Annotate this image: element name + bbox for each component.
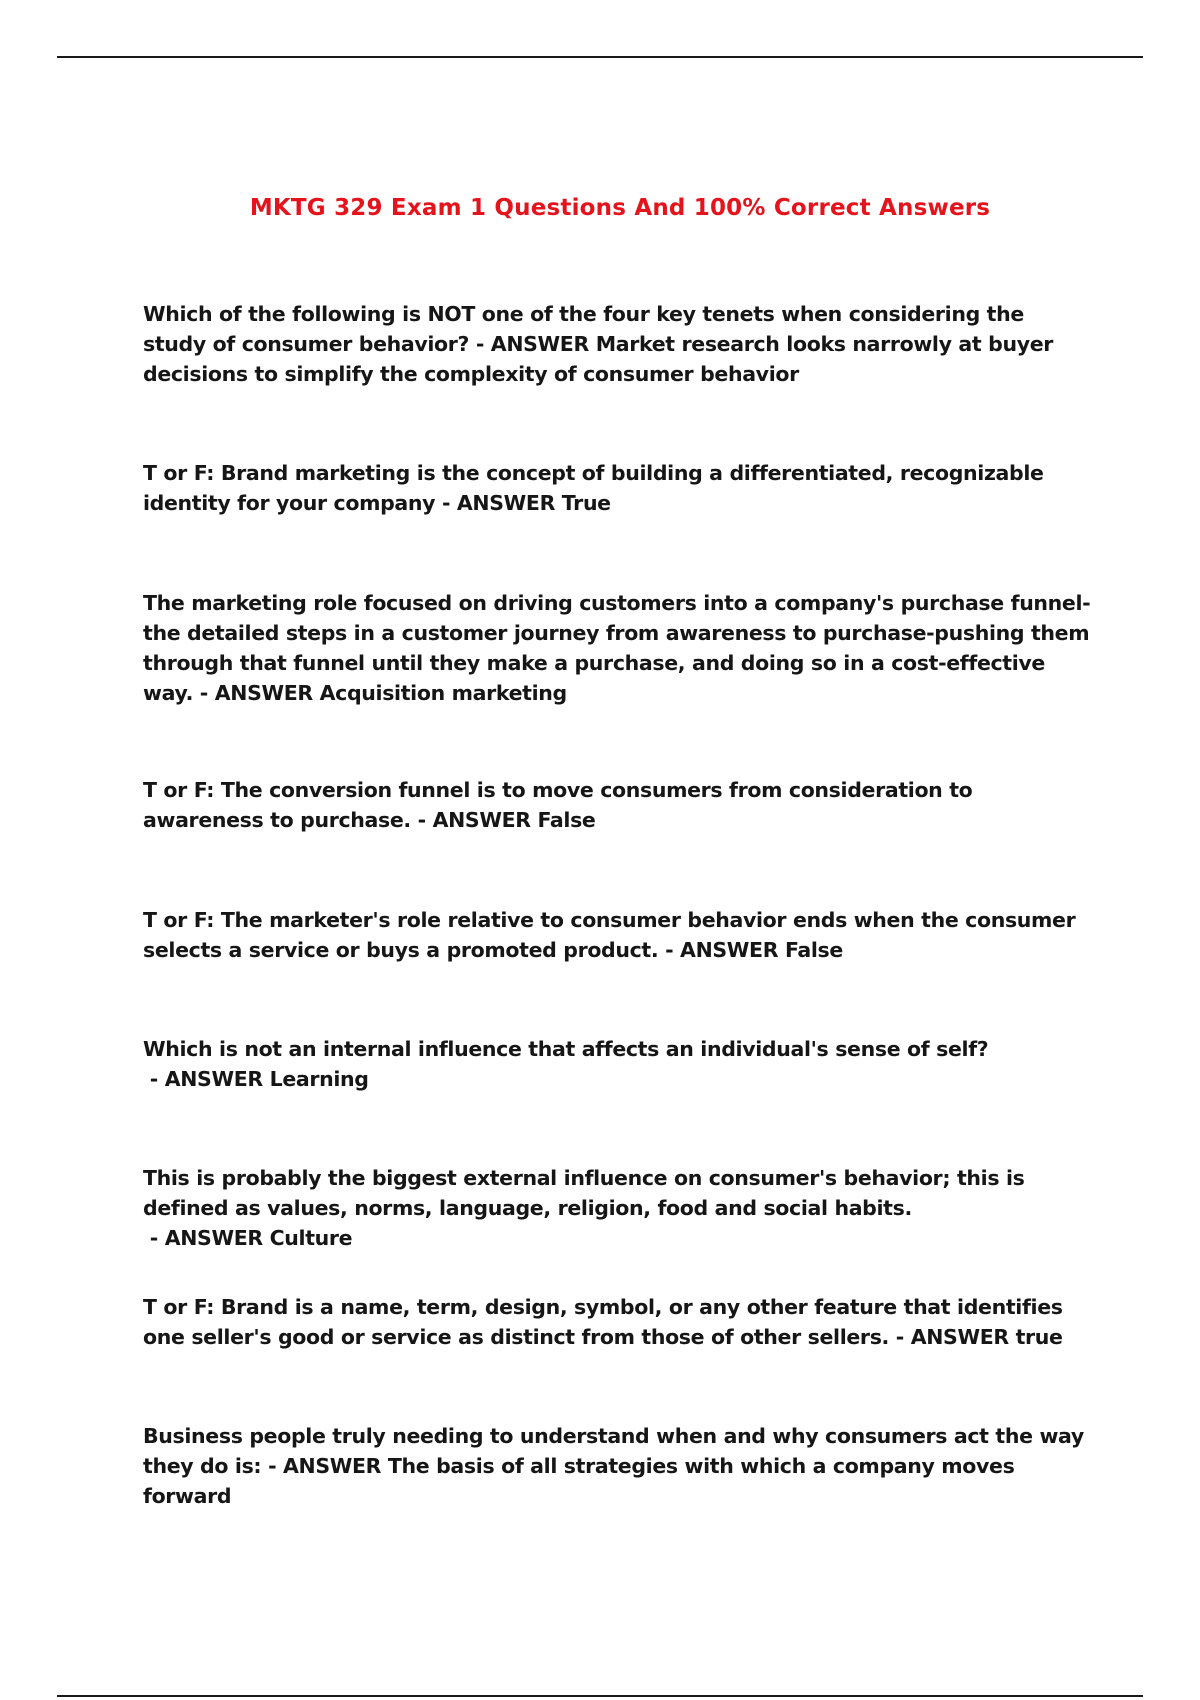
document-title: MKTG 329 Exam 1 Questions And 100% Correct Answers	[249, 195, 991, 221]
question-text: T or F: Brand marketing is the concept of building a differentiated, recognizable identity for your company	[143, 461, 1044, 515]
answer-separator: - ANSWER	[658, 938, 785, 962]
answer-separator: - ANSWER	[193, 681, 320, 705]
answer-separator: - ANSWER	[469, 332, 596, 356]
answer-text: Learning	[269, 1067, 369, 1091]
answer-separator: - ANSWER	[143, 1226, 270, 1250]
qa-item	[143, 458, 1093, 518]
question-text: Which is not an internal influence that affects an individual's sense of self?	[143, 1037, 989, 1061]
question-text: Which of the following is NOT one of the four key tenets when considering the study of consumer behavior?	[143, 302, 1024, 356]
qa-item	[143, 905, 1093, 965]
answer-text: The basis of all strategies with which a company moves forward	[143, 1454, 1015, 1508]
answer-text: False	[784, 938, 843, 962]
answer-separator: - ANSWER	[435, 491, 562, 515]
qa-item	[143, 588, 1093, 708]
question-text: T or F: Brand is a name, term, design, symbol, or any other feature that identifies one seller's good or service as distinct from those of other sellers.	[143, 1295, 1063, 1349]
qa-item	[143, 1292, 1093, 1352]
qa-item	[143, 775, 1093, 835]
answer-separator: - ANSWER	[410, 808, 538, 832]
answer-separator: - ANSWER	[888, 1325, 1016, 1349]
answer-text: true	[1015, 1325, 1063, 1349]
qa-item	[143, 299, 1093, 389]
qa-item	[143, 1421, 1093, 1511]
qa-item	[143, 1034, 1093, 1094]
answer-separator: - ANSWER	[261, 1454, 388, 1478]
question-text: Business people truly needing to understand when and why consumers act the way they do is:	[143, 1424, 1084, 1478]
answer-text: Market research looks narrowly at buyer decisions to simplify the complexity of consumer behavior	[143, 332, 1054, 386]
answer-separator: - ANSWER	[143, 1067, 270, 1091]
answer-text: False	[537, 808, 596, 832]
question-text: This is probably the biggest external influence on consumer's behavior; this is defined as values, norms, language, religion, food and social habits.	[143, 1166, 1025, 1220]
question-text: T or F: The conversion funnel is to move consumers from consideration to awareness to purchase.	[143, 778, 973, 832]
answer-text: Culture	[269, 1226, 353, 1250]
answer-text: True	[561, 491, 611, 515]
question-text: The marketing role focused on driving customers into a company's purchase funnel-the detailed steps in a customer journey from awareness to purchase-pushing them through that funnel until they make a purchase, and doing so in a cost-effective way.	[143, 591, 1091, 705]
qa-item	[143, 1163, 1093, 1253]
bottom-rule	[57, 1695, 1143, 1697]
question-text: T or F: The marketer's role relative to consumer behavior ends when the consumer selects a service or buys a promoted product.	[143, 908, 1076, 962]
answer-text: Acquisition marketing	[319, 681, 567, 705]
